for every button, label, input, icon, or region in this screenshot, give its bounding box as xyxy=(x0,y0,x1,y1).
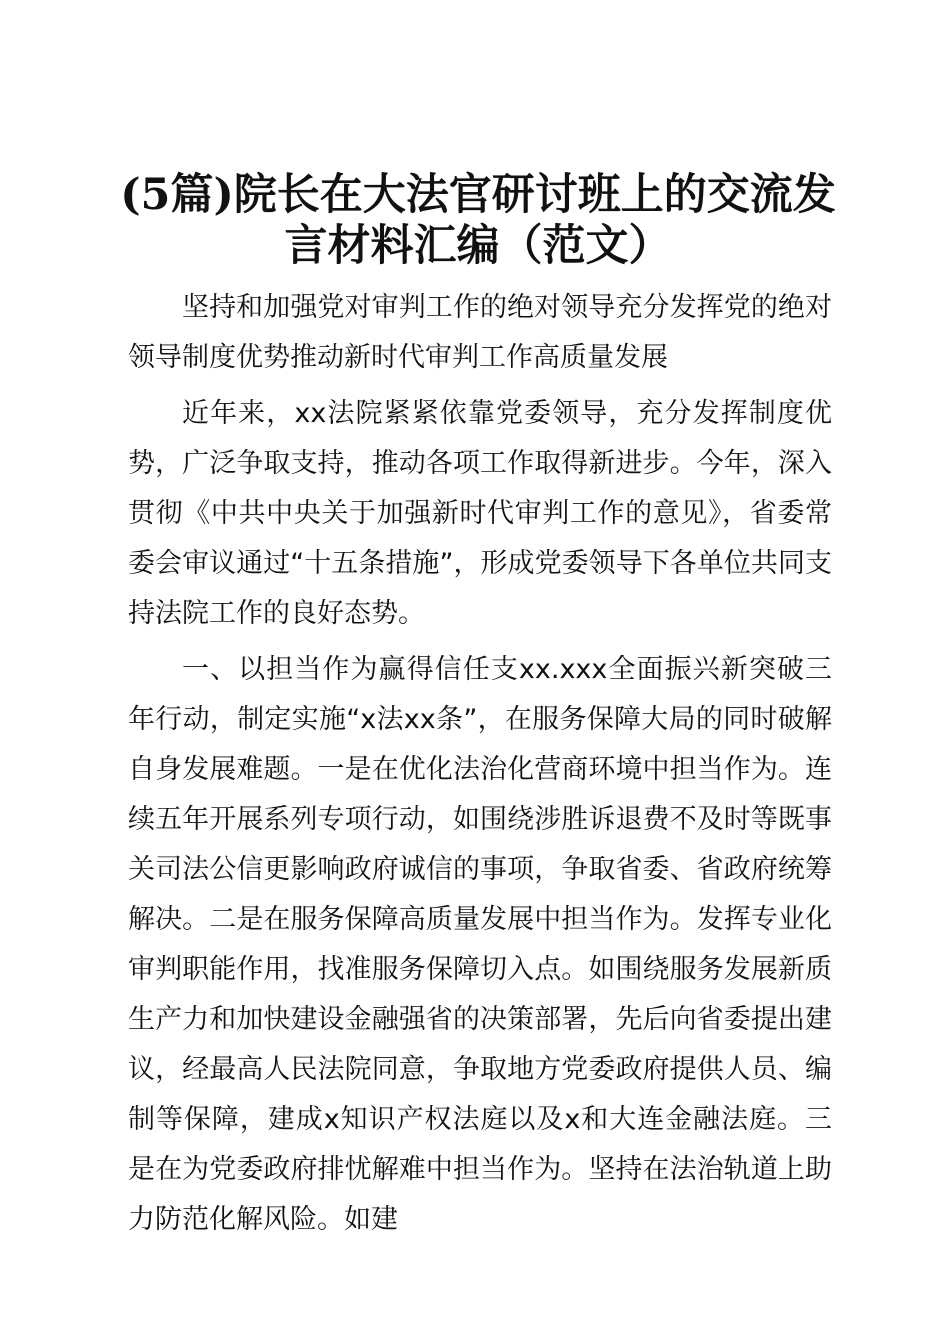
section-one-paragraph: 一、以担当作为赢得信任支xx.xxx全面振兴新突破三年行动，制定实施“x法xx条”，在服务保障大局的同时破解自身发展难题。一是在优化法治化营商环境中担当作为。连续五年开展系列专项行动，如围绕涉胜诉退费不及时等既事关司法公信更影响政府诚信的事项，争取省委、省政府统筹解决。二是在服务保障高质量发展中担当作为。发挥专业化审判职能作用，找准服务保障切入点。如围绕服务发展新质生产力和加快建设金融强省的决策部署，先后向省委提出建议，经最高人民法院同意，争取地方党委政府提供人员、编制等保障，建成x知识产权法庭以及x和大连金融法庭。三是在为党委政府排忧解难中担当作为。坚持在法治轨道上助力防范化解风险。如建 xyxy=(128,654,832,1235)
intro-paragraph: 近年来，xx法院紧紧依靠党委领导，充分发挥制度优势，广泛争取支持，推动各项工作取得新进步。今年，深入贯彻《中共中央关于加强新时代审判工作的意见》，省委常委会审议通过“十五条措施”，形成党委领导下各单位共同支持法院工作的良好态势。 xyxy=(128,398,832,629)
subtitle-paragraph: 坚持和加强党对审判工作的绝对领导充分发挥党的绝对领导制度优势推动新时代审判工作高质量发展 xyxy=(128,292,832,373)
document-body xyxy=(128,283,832,1245)
document-title: (5篇)院长在大法官研讨班上的交流发言材料汇编（范文） xyxy=(120,170,836,271)
